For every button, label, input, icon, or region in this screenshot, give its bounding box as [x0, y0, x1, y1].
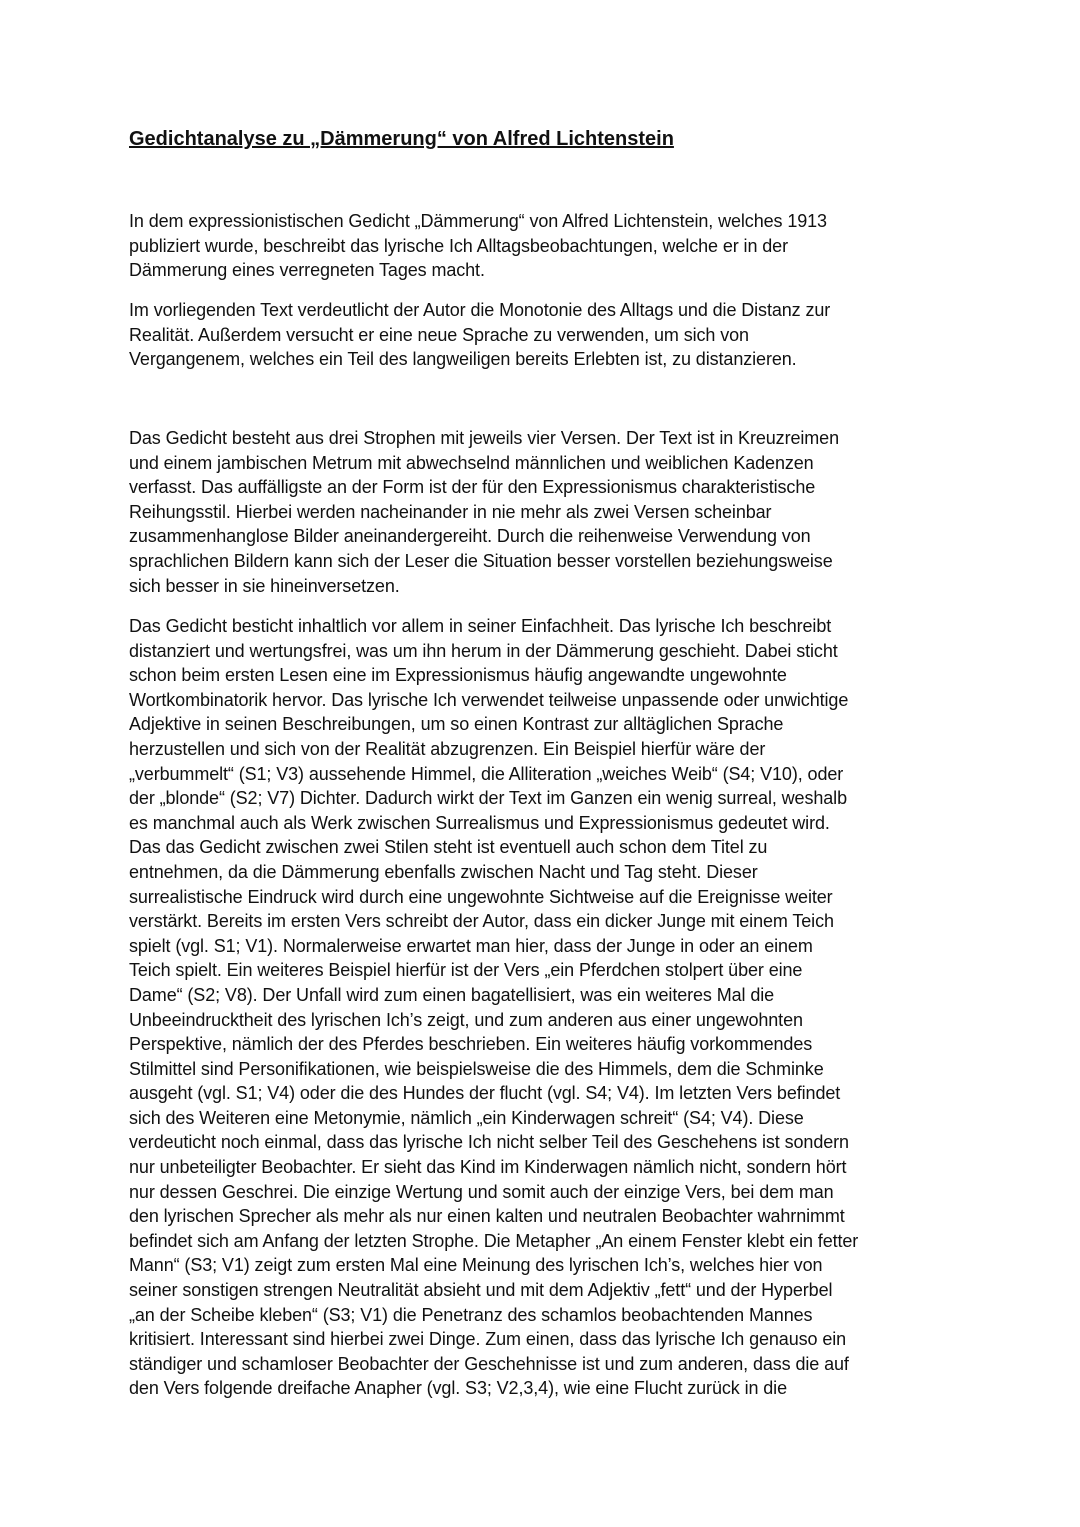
text-line: nur unbeteiligter Beobachter. Er sieht das Kind im Kinderwagen nämlich nicht, sondern hört	[129, 1157, 847, 1178]
text-line: publiziert wurde, beschreibt das lyrische Ich Alltagsbeobachtungen, welche er in der	[129, 235, 788, 256]
text-line: seiner sonstigen strengen Neutralität absieht und mit dem Adjektiv „fett“ und der Hyperbel	[129, 1280, 833, 1301]
text-line: den lyrischen Sprecher als mehr als nur einen kalten und neutralen Beobachter wahrnimmt	[129, 1206, 845, 1227]
text-line: Vergangenem, welches ein Teil des langweiligen bereits Erlebten ist, zu distanzieren.	[129, 349, 797, 370]
text-line: „an der Scheibe kleben“ (S3; V1) die Penetranz des schamlos beobachtenden Mannes	[129, 1304, 813, 1325]
paragraph-form-analysis	[129, 426, 839, 598]
text-line: entnehmen, da die Dämmerung ebenfalls zwischen Nacht und Tag steht. Dieser	[129, 861, 758, 882]
text-line: Adjektive in seinen Beschreibungen, um so einen Kontrast zur alltäglichen Sprache	[129, 714, 784, 735]
text-line: surrealistische Eindruck wird durch eine ungewohnte Sichtweise auf die Ereignisse weiter	[129, 886, 833, 907]
text-line: Realität. Außerdem versucht er eine neue Sprache zu verwenden, um sich von	[129, 324, 749, 345]
text-line: spielt (vgl. S1; V1). Normalerweise erwartet man hier, dass der Junge in oder an einem	[129, 935, 813, 956]
text-line: verdeuticht noch einmal, dass das lyrische Ich nicht selber Teil des Geschehens ist sondern	[129, 1132, 849, 1153]
paragraph-introduction	[129, 209, 827, 283]
text-line: Perspektive, nämlich der des Pferdes beschrieben. Ein weiteres häufig vorkommendes	[129, 1034, 813, 1055]
text-line: herzustellen und sich von der Realität abzugrenzen. Ein Beispiel hierfür wäre der	[129, 738, 766, 759]
text-line: Das Gedicht besteht aus drei Strophen mit jeweils vier Versen. Der Text ist in Kreuzreimen	[129, 428, 839, 448]
document-title: Gedichtanalyse zu „Dämmerung“ von Alfred Lichtenstein	[129, 128, 674, 150]
text-line: schon beim ersten Lesen eine im Expressionismus häufig angewandte ungewohnte	[129, 665, 787, 686]
text-line: sich des Weiteren eine Metonymie, nämlich „ein Kinderwagen schreit“ (S4; V4). Diese	[129, 1107, 804, 1128]
text-line: ausgeht (vgl. S1; V4) oder die des Hundes der flucht (vgl. S4; V4). Im letzten Vers befindet	[129, 1083, 841, 1104]
text-line: Dame“ (S2; V8). Der Unfall wird zum einen bagatellisiert, was ein weiteres Mal die	[129, 984, 775, 1005]
text-line: Mann“ (S3; V1) zeigt zum ersten Mal eine Meinung des lyrischen Ich’s, welches hier von	[129, 1255, 823, 1276]
text-line: Das das Gedicht zwischen zwei Stilen steht ist eventuell auch schon dem Titel zu	[129, 837, 768, 858]
text-line: ständiger und schamloser Beobachter der Geschehnisse ist und zum anderen, dass die auf	[129, 1353, 849, 1374]
text-line: „verbummelt“ (S1; V3) aussehende Himmel, die Alliteration „weiches Weib“ (S4; V10), oder	[129, 763, 844, 784]
text-line: verfasst. Das auffälligste an der Form ist der für den Expressionismus charakteristische	[129, 477, 816, 498]
text-line: zusammenhanglose Bilder aneinandergereiht. Durch die reihenweise Verwendung von	[129, 526, 811, 547]
text-line: verstärkt. Bereits im ersten Vers schreibt der Autor, dass ein dicker Junge mit einem Teich	[129, 911, 834, 932]
text-line: Reihungsstil. Hierbei werden nacheinander in nie mehr als zwei Versen scheinbar	[129, 501, 772, 522]
text-line: befindet sich am Anfang der letzten Strophe. Die Metapher „An einem Fenster klebt ein fetter	[129, 1230, 859, 1251]
text-line: Im vorliegenden Text verdeutlicht der Autor die Monotonie des Alltags und die Distanz zur	[129, 300, 831, 320]
text-line: distanziert und wertungsfrei, was um ihn herum in der Dämmerung geschieht. Dabei sticht	[129, 640, 838, 661]
text-line: Unbeeindrucktheit des lyrischen Ich’s zeigt, und zum anderen aus einer ungewohnten	[129, 1009, 803, 1030]
text-line: der „blonde“ (S2; V7) Dichter. Dadurch wirkt der Text im Ganzen ein wenig surreal, weshalb	[129, 788, 847, 809]
text-line: sprachlichen Bildern kann sich der Leser die Situation besser vorstellen beziehungsweise	[129, 550, 833, 571]
text-line: Dämmerung eines verregneten Tages macht.	[129, 260, 485, 281]
paragraph-content-analysis	[129, 614, 858, 1401]
text-line: Das Gedicht besticht inhaltlich vor allem in seiner Einfachheit. Das lyrische Ich beschreibt	[129, 616, 832, 636]
text-line: es manchmal auch als Werk zwischen Surrealismus und Expressionismus gedeutet wird.	[129, 812, 830, 833]
text-line: Wortkombinatorik hervor. Das lyrische Ich verwendet teilweise unpassende oder unwichtige	[129, 689, 849, 710]
text-line: In dem expressionistischen Gedicht „Dämmerung“ von Alfred Lichtenstein, welches 1913	[129, 211, 827, 231]
paragraph-thesis	[129, 298, 830, 372]
text-line: Stilmittel sind Personifikationen, wie beispielsweise die des Himmels, dem die Schminke	[129, 1058, 824, 1079]
text-line: nur dessen Geschrei. Die einzige Wertung und somit auch der einzige Vers, bei dem man	[129, 1181, 834, 1202]
text-line: Teich spielt. Ein weiteres Beispiel hierfür ist der Vers „ein Pferdchen stolpert über eine	[129, 960, 803, 981]
text-line: den Vers folgende dreifache Anapher (vgl. S3; V2,3,4), wie eine Flucht zurück in die	[129, 1378, 787, 1399]
text-line: und einem jambischen Metrum mit abwechselnd männlichen und weiblichen Kadenzen	[129, 452, 814, 473]
text-line: kritisiert. Interessant sind hierbei zwei Dinge. Zum einen, dass das lyrische Ich genauso ein	[129, 1329, 847, 1350]
text-line: sich besser in sie hineinversetzen.	[129, 575, 400, 596]
